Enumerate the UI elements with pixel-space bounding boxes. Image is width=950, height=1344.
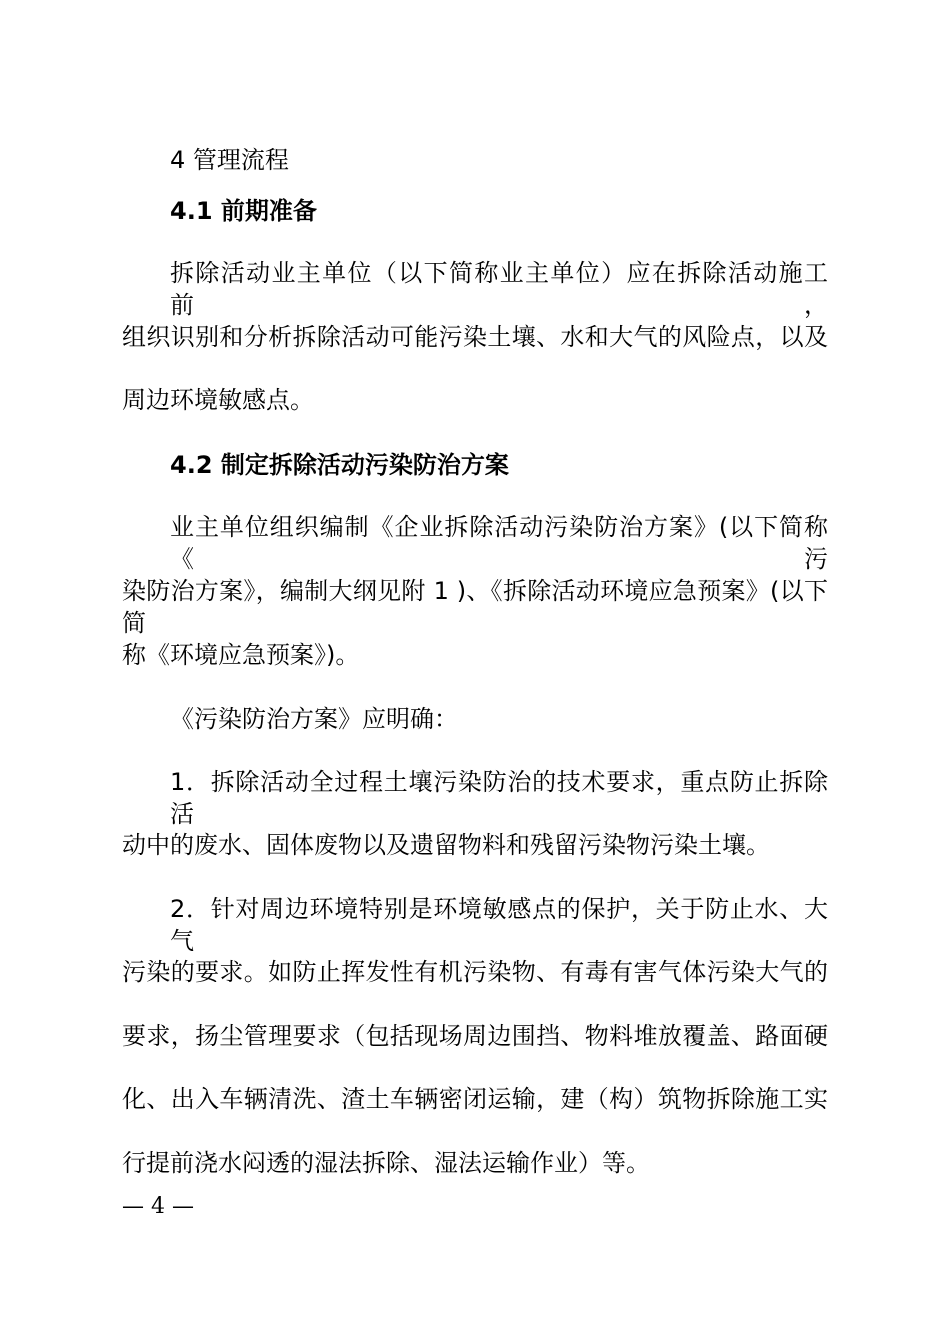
clarify-line: 《污染防治方案》应明确：: [170, 705, 458, 733]
section-4-1-paragraph-line: 周边环境敏感点。: [122, 386, 314, 414]
item-2-line: 行提前浇水闷透的湿法拆除、湿法运输作业）等。: [122, 1149, 650, 1177]
section-4-2-paragraph-line: 染防治方案》，编制大纲见附 1 )、《拆除活动环境应急预案》(以下简: [122, 577, 828, 637]
item-2-line: 要求，扬尘管理要求（包括现场周边围挡、物料堆放覆盖、路面硬: [122, 1022, 828, 1050]
section-4-1-title: 4.1 前期准备: [170, 197, 317, 225]
item-2-line: 2．针对周边环境特别是环境敏感点的保护，关于防止水、大气: [170, 895, 828, 955]
section-4-2-title: 4.2 制定拆除活动污染防治方案: [170, 451, 509, 479]
page-number-footer: — 4 —: [122, 1194, 194, 1219]
item-1-line: 1．拆除活动全过程土壤污染防治的技术要求，重点防止拆除活: [170, 768, 828, 828]
item-2-line: 化、出入车辆清洗、渣土车辆密闭运输，建（构）筑物拆除施工实: [122, 1085, 828, 1113]
section-4-1-paragraph-line: 拆除活动业主单位（以下简称业主单位）应在拆除活动施工前，: [170, 259, 828, 319]
item-1-line: 动中的废水、固体废物以及遗留物料和残留污染物污染土壤。: [122, 831, 770, 859]
section-4-2-paragraph-line: 业主单位组织编制《企业拆除活动污染防治方案》(以下简称《污: [170, 513, 828, 573]
main-heading: 4 管理流程: [170, 146, 289, 174]
item-2-line: 污染的要求。如防止挥发性有机污染物、有毒有害气体污染大气的: [122, 958, 828, 986]
section-4-2-paragraph-line: 称《环境应急预案》)。: [122, 641, 360, 669]
section-4-1-paragraph-line: 组织识别和分析拆除活动可能污染土壤、水和大气的风险点，以及: [122, 323, 828, 351]
